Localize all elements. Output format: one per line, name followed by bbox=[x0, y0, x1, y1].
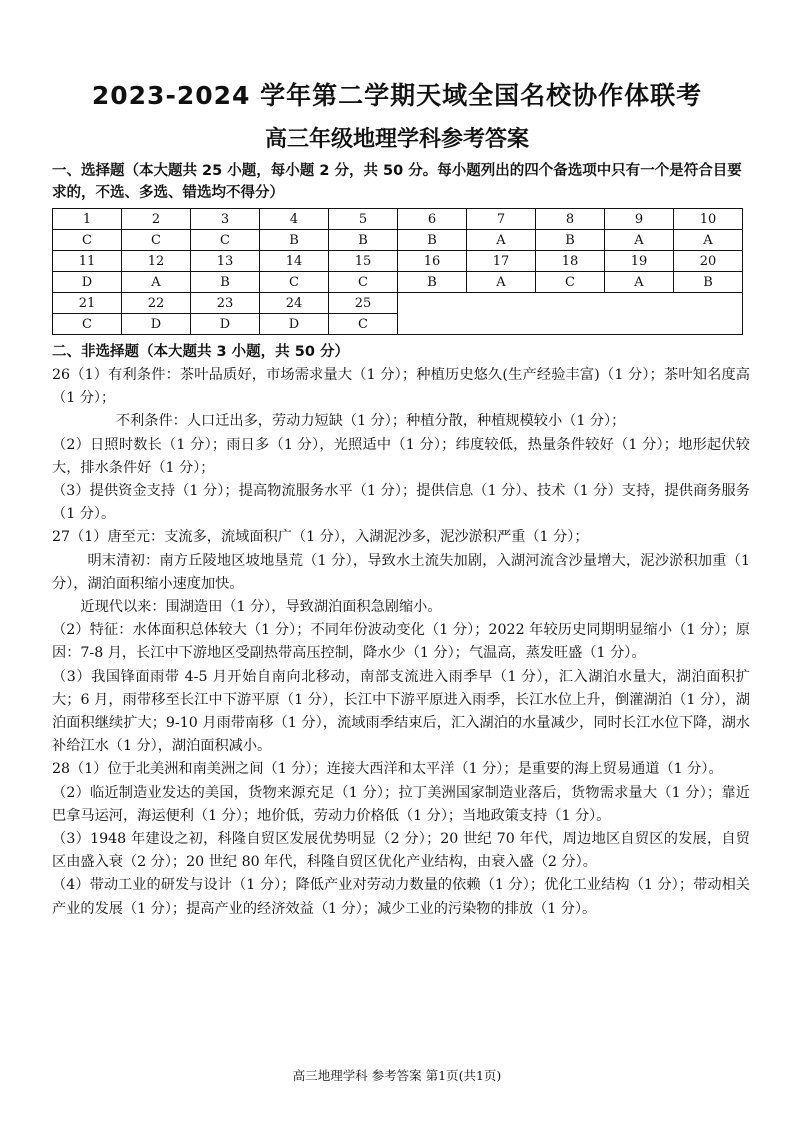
document-title: 2023-2024 学年第二学期天域全国名校协作体联考 bbox=[91, 81, 703, 110]
question-number-cell: 5 bbox=[329, 209, 398, 230]
answer-paragraph: （3）1948 年建设之初，科隆自贸区发展优势明显（2 分）；20 世纪 70 年代，周边地区自贸区的发展，自贸区由盛入衰（2 分）；20 世纪 80 年代，科隆自贸区优化产业结构，由衰入盛（2 分）。 bbox=[52, 831, 750, 871]
answer-cell: A bbox=[605, 272, 674, 293]
question-number-cell: 15 bbox=[329, 251, 398, 272]
question-number-cell: 24 bbox=[260, 293, 329, 314]
document-subtitle: 高三年级地理学科参考答案 bbox=[264, 127, 529, 152]
question-number-cell: 18 bbox=[536, 251, 605, 272]
answer-paragraph: （4）带动工业的研发与设计（1 分）；降低产业对劳动力数量的依赖（1 分）；优化工业结构（1 分）；带动相关产业的发展（1 分）；提高产业的经济效益（1 分）；减少工业的污染物的排放（1 分）。 bbox=[52, 877, 750, 917]
answer-cell: B bbox=[398, 230, 467, 251]
answer-paragraph: （2）特征：水体面积总体较大（1 分）；不同年份波动变化（1 分）；2022 年较历史同期明显缩小（1 分）；原因：7-8 月，长江中下游地区受副热带高压控制，降水少（1 分）；气温高，蒸发旺盛（1 分）。 bbox=[52, 622, 750, 662]
answer-cell: A bbox=[467, 230, 536, 251]
question-number-row bbox=[53, 209, 743, 230]
answer-cell: C bbox=[260, 272, 329, 293]
answer-cell: A bbox=[122, 272, 191, 293]
section-2-heading: 二、非选择题（本大题共 3 小题，共 50 分） bbox=[52, 344, 349, 360]
question-number-row bbox=[53, 251, 743, 272]
question-number-row bbox=[53, 293, 743, 314]
answer-paragraph: 28（1）位于北美洲和南美洲之间（1 分）；连接大西洋和太平洋（1 分）；是重要的海上贸易通道（1 分）。 bbox=[52, 761, 723, 778]
answer-cell: B bbox=[191, 272, 260, 293]
answer-cell: A bbox=[467, 272, 536, 293]
answer-paragraph: 27（1）唐至元：支流多，流域面积广（1 分），入湖泥沙多，泥沙淤积严重（1 分）； bbox=[52, 529, 589, 546]
question-number-cell: 21 bbox=[53, 293, 122, 314]
answer-table bbox=[52, 208, 743, 335]
answer-cell: B bbox=[260, 230, 329, 251]
question-number-cell: 13 bbox=[191, 251, 260, 272]
answer-cell: C bbox=[122, 230, 191, 251]
question-number-cell: 22 bbox=[122, 293, 191, 314]
answer-cell: C bbox=[329, 314, 398, 335]
answer-cell: C bbox=[536, 272, 605, 293]
answer-row bbox=[53, 272, 743, 293]
question-number-cell: 16 bbox=[398, 251, 467, 272]
answer-paragraph: 明末清初：南方丘陵地区坡地垦荒（1 分），导致水土流失加剧，入湖河流含沙量增大，泥沙淤积加重（1 分），湖泊面积缩小速度加快。 bbox=[52, 552, 750, 592]
answer-body bbox=[52, 364, 750, 921]
question-number-cell: 6 bbox=[398, 209, 467, 230]
answer-paragraph: （2）日照时数长（1 分）；雨日多（1 分），光照适中（1 分）；纬度较低，热量条件较好（1 分）；地形起伏较大，排水条件好（1 分）； bbox=[52, 436, 750, 476]
answer-cell: C bbox=[53, 314, 122, 335]
answer-paragraph: （3）提供资金支持（1 分）；提高物流服务水平（1 分）；提供信息（1 分）、技术（1 分）支持，提供商务服务（1 分）。 bbox=[52, 483, 750, 523]
answer-cell: D bbox=[260, 314, 329, 335]
answer-cell: A bbox=[674, 230, 743, 251]
answer-paragraph: 近现代以来：围湖造田（1 分），导致湖泊面积急剧缩小。 bbox=[80, 599, 442, 616]
answer-cell: C bbox=[53, 230, 122, 251]
answer-paragraph: （2）临近制造业发达的美国，货物来源充足（1 分）；拉丁美洲国家制造业落后，货物需求量大（1 分）；靠近巴拿马运河，海运便利（1 分）；地价低，劳动力价格低（1 分）；当地政策支持（1 分）。 bbox=[52, 784, 750, 824]
question-number-cell: 7 bbox=[467, 209, 536, 230]
answer-cell: C bbox=[191, 230, 260, 251]
section-1-heading: 一、选择题（本大题共 25 小题，每小题 2 分，共 50 分。每小题列出的四个备选项中只有一个是符合目要求的，不选、多选、错选均不得分） bbox=[52, 163, 742, 201]
page-footer: 高三地理学科 参考答案 第1页(共1页) bbox=[292, 1068, 502, 1083]
question-number-cell: 23 bbox=[191, 293, 260, 314]
question-number-cell: 19 bbox=[605, 251, 674, 272]
question-number-cell: 12 bbox=[122, 251, 191, 272]
question-number-cell: 20 bbox=[674, 251, 743, 272]
answer-cell: D bbox=[122, 314, 191, 335]
question-number-cell: 17 bbox=[467, 251, 536, 272]
question-number-cell: 2 bbox=[122, 209, 191, 230]
question-number-cell: 25 bbox=[329, 293, 398, 314]
answer-paragraph: 26（1）有利条件：茶叶品质好，市场需求量大（1 分）；种植历史悠久(生产经验丰富)（1 分）；茶叶知名度高（1 分）； bbox=[52, 367, 750, 407]
answer-row bbox=[53, 230, 743, 251]
answer-cell: C bbox=[329, 272, 398, 293]
answer-cell: B bbox=[536, 230, 605, 251]
answer-cell: D bbox=[191, 314, 260, 335]
answer-cell: A bbox=[605, 230, 674, 251]
question-number-cell: 1 bbox=[53, 209, 122, 230]
answer-cell: B bbox=[674, 272, 743, 293]
question-number-cell: 3 bbox=[191, 209, 260, 230]
question-number-cell: 4 bbox=[260, 209, 329, 230]
answer-cell: B bbox=[398, 272, 467, 293]
question-number-cell: 8 bbox=[536, 209, 605, 230]
answer-cell: B bbox=[329, 230, 398, 251]
answer-cell: D bbox=[53, 272, 122, 293]
answer-paragraph: （3）我国锋面雨带 4-5 月开始自南向北移动，南部支流进入雨季早（1 分），汇入湖泊水量大，湖泊面积扩大；6 月，雨带移至长江中下游平原（1 分），长江中下游平原进入雨季，长江水位上升，倒灌湖泊（1 分），湖泊面积继续扩大；9-10 月雨带南移（1 分），流域雨季结束后，汇入湖泊的水量减少，同时长江水位下降，湖水补给江水（1 分），湖泊面积减小。 bbox=[52, 668, 750, 755]
question-number-cell: 9 bbox=[605, 209, 674, 230]
empty-cell bbox=[398, 293, 743, 335]
answer-paragraph: 不利条件：人口迁出多，劳动力短缺（1 分）；种植分散，种植规模较小（1 分）； bbox=[115, 413, 626, 430]
question-number-cell: 10 bbox=[674, 209, 743, 230]
question-number-cell: 14 bbox=[260, 251, 329, 272]
question-number-cell: 11 bbox=[53, 251, 122, 272]
